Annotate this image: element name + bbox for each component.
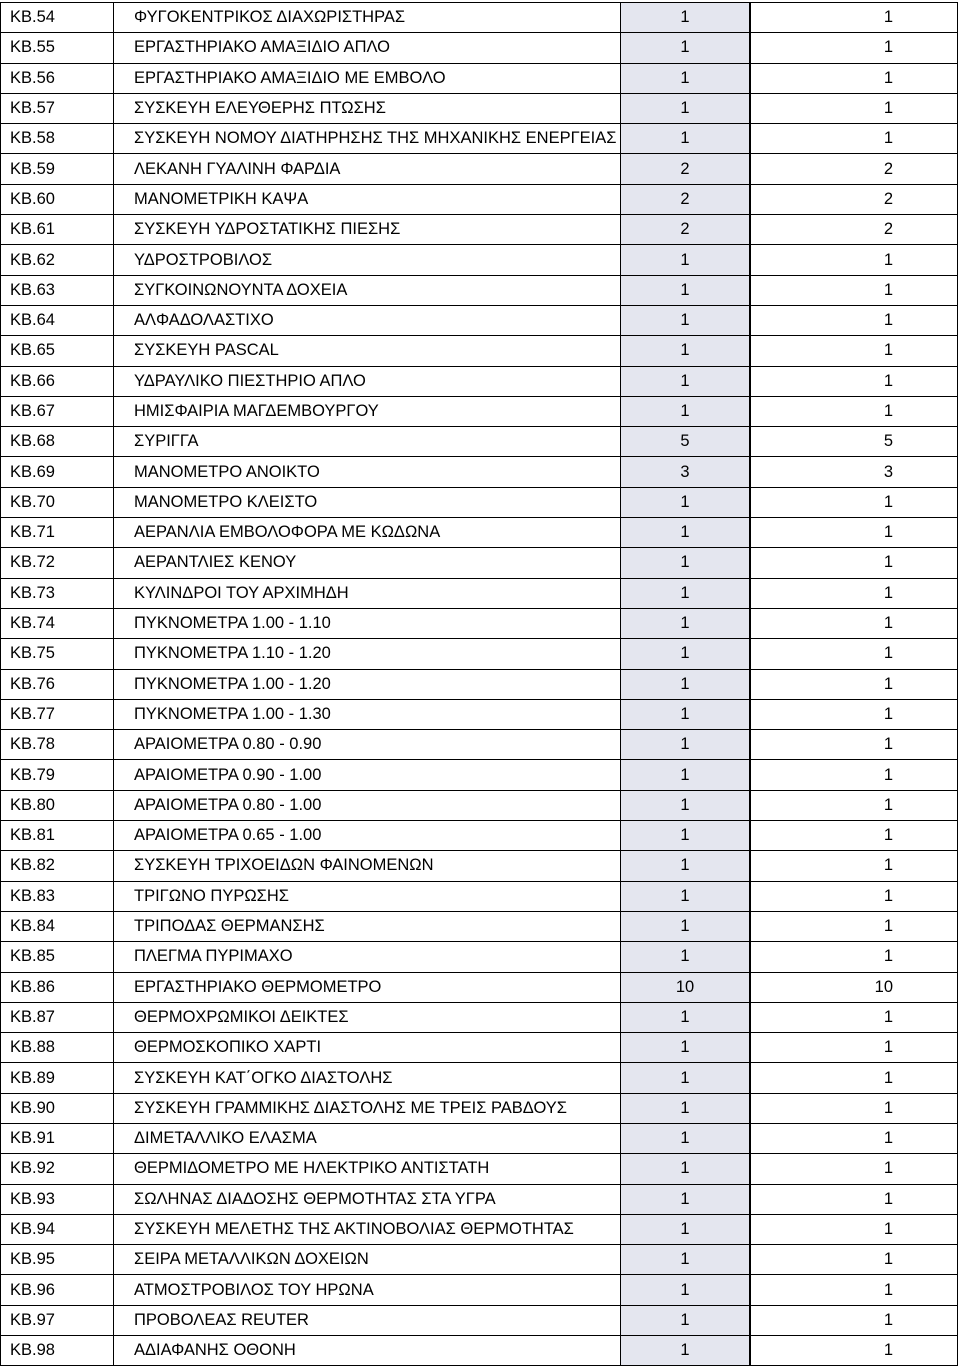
- table-row: [1, 730, 958, 760]
- inventory-table: [0, 2, 958, 1366]
- table-row: [1, 184, 958, 214]
- quantity-b-cell: 1: [750, 1123, 958, 1153]
- quantity-b-cell: 1: [750, 305, 958, 335]
- quantity-a-cell: 1: [621, 942, 751, 972]
- item-name-cell: ΦΥΓΟΚΕΝΤΡΙΚΟΣ ΔΙΑΧΩΡΙΣΤΗΡΑΣ: [114, 3, 621, 33]
- quantity-b-cell: 1: [750, 124, 958, 154]
- quantity-b-cell: 1: [750, 760, 958, 790]
- item-name-cell: ΔΙΜΕΤΑΛΛΙΚΟ ΕΛΑΣΜΑ: [114, 1123, 621, 1153]
- item-name-cell: ΠΥΚΝΟΜΕΤΡΑ 1.00 - 1.30: [114, 699, 621, 729]
- item-name-cell: ΑΕΡΑΝΤΛΙΕΣ ΚΕΝΟΥ: [114, 548, 621, 578]
- item-code-cell: ΚΒ.78: [1, 730, 114, 760]
- item-code-cell: ΚΒ.93: [1, 1184, 114, 1214]
- item-name-cell: ΑΔΙΑΦΑΝΗΣ ΟΘΟΝΗ: [114, 1336, 621, 1366]
- table-row: [1, 1184, 958, 1214]
- table-row: [1, 1033, 958, 1063]
- quantity-b-cell: 1: [750, 366, 958, 396]
- quantity-a-cell: 1: [621, 699, 751, 729]
- item-name-cell: ΑΛΦΑΔΟΛΑΣΤΙΧΟ: [114, 305, 621, 335]
- quantity-b-cell: 1: [750, 63, 958, 93]
- table-row: [1, 851, 958, 881]
- item-name-cell: ΕΡΓΑΣΤΗΡΙΑΚΟ ΑΜΑΞΙΔΙΟ ΜΕ ΕΜΒΟΛΟ: [114, 63, 621, 93]
- item-name-cell: ΥΔΡΟΣΤΡΟΒΙΛΟΣ: [114, 245, 621, 275]
- table-row: [1, 487, 958, 517]
- quantity-b-cell: 10: [750, 972, 958, 1002]
- table-row: [1, 427, 958, 457]
- item-code-cell: ΚΒ.67: [1, 396, 114, 426]
- table-body: [1, 3, 958, 1366]
- item-name-cell: ΣΥΓΚΟΙΝΩΝΟΥΝΤΑ ΔΟΧΕΙΑ: [114, 275, 621, 305]
- table-row: [1, 1336, 958, 1366]
- table-row: [1, 942, 958, 972]
- table-row: [1, 972, 958, 1002]
- item-code-cell: ΚΒ.88: [1, 1033, 114, 1063]
- item-code-cell: ΚΒ.81: [1, 821, 114, 851]
- item-code-cell: ΚΒ.92: [1, 1154, 114, 1184]
- table-row: [1, 790, 958, 820]
- quantity-a-cell: 1: [621, 1093, 751, 1123]
- quantity-a-cell: 1: [621, 608, 751, 638]
- item-name-cell: ΠΥΚΝΟΜΕΤΡΑ 1.00 - 1.20: [114, 669, 621, 699]
- quantity-a-cell: 1: [621, 881, 751, 911]
- quantity-b-cell: 1: [750, 730, 958, 760]
- quantity-a-cell: 1: [621, 1336, 751, 1366]
- quantity-a-cell: 1: [621, 1245, 751, 1275]
- item-name-cell: ΣΥΣΚΕΥΗ ΜΕΛΕΤΗΣ ΤΗΣ ΑΚΤΙΝΟΒΟΛΙΑΣ ΘΕΡΜΟΤΗΤΑΣ: [114, 1214, 621, 1244]
- item-code-cell: ΚΒ.55: [1, 33, 114, 63]
- item-code-cell: ΚΒ.80: [1, 790, 114, 820]
- item-name-cell: ΣΥΡΙΓΓΑ: [114, 427, 621, 457]
- quantity-a-cell: 1: [621, 911, 751, 941]
- item-name-cell: ΣΥΣΚΕΥΗ ΕΛΕΥΘΕΡΗΣ ΠΤΩΣΗΣ: [114, 93, 621, 123]
- quantity-a-cell: 1: [621, 1275, 751, 1305]
- quantity-a-cell: 1: [621, 821, 751, 851]
- item-code-cell: ΚΒ.57: [1, 93, 114, 123]
- quantity-b-cell: 1: [750, 3, 958, 33]
- quantity-b-cell: 1: [750, 1033, 958, 1063]
- quantity-a-cell: 1: [621, 730, 751, 760]
- quantity-a-cell: 1: [621, 1123, 751, 1153]
- quantity-a-cell: 1: [621, 124, 751, 154]
- item-name-cell: ΣΥΣΚΕΥΗ ΝΟΜΟΥ ΔΙΑΤΗΡΗΣΗΣ ΤΗΣ ΜΗΧΑΝΙΚΗΣ ΕΝΕΡΓΕΙΑΣ: [114, 124, 621, 154]
- item-name-cell: ΣΥΣΚΕΥΗ ΓΡΑΜΜΙΚΗΣ ΔΙΑΣΤΟΛΗΣ ΜΕ ΤΡΕΙΣ ΡΑΒΔΟΥΣ: [114, 1093, 621, 1123]
- table-row: [1, 154, 958, 184]
- quantity-b-cell: 1: [750, 93, 958, 123]
- item-name-cell: ΣΥΣΚΕΥΗ ΤΡΙΧΟΕΙΔΩΝ ΦΑΙΝΟΜΕΝΩΝ: [114, 851, 621, 881]
- item-name-cell: ΕΡΓΑΣΤΗΡΙΑΚΟ ΘΕΡΜΟΜΕΤΡΟ: [114, 972, 621, 1002]
- table-row: [1, 1063, 958, 1093]
- quantity-b-cell: 1: [750, 608, 958, 638]
- item-code-cell: ΚΒ.54: [1, 3, 114, 33]
- quantity-a-cell: 1: [621, 366, 751, 396]
- quantity-a-cell: 1: [621, 1002, 751, 1032]
- item-code-cell: ΚΒ.61: [1, 215, 114, 245]
- item-code-cell: ΚΒ.91: [1, 1123, 114, 1153]
- item-code-cell: ΚΒ.95: [1, 1245, 114, 1275]
- item-code-cell: ΚΒ.69: [1, 457, 114, 487]
- table-row: [1, 1305, 958, 1335]
- item-code-cell: ΚΒ.79: [1, 760, 114, 790]
- item-name-cell: ΘΕΡΜΟΣΚΟΠΙΚΟ ΧΑΡΤΙ: [114, 1033, 621, 1063]
- item-code-cell: ΚΒ.60: [1, 184, 114, 214]
- item-code-cell: ΚΒ.74: [1, 608, 114, 638]
- quantity-a-cell: 1: [621, 639, 751, 669]
- item-code-cell: ΚΒ.94: [1, 1214, 114, 1244]
- table-row: [1, 881, 958, 911]
- quantity-b-cell: 1: [750, 33, 958, 63]
- quantity-b-cell: 1: [750, 1002, 958, 1032]
- table-row: [1, 215, 958, 245]
- table-row: [1, 1245, 958, 1275]
- quantity-a-cell: 1: [621, 1063, 751, 1093]
- quantity-a-cell: 3: [621, 457, 751, 487]
- quantity-b-cell: 1: [750, 1214, 958, 1244]
- item-code-cell: ΚΒ.96: [1, 1275, 114, 1305]
- quantity-b-cell: 1: [750, 336, 958, 366]
- quantity-b-cell: 5: [750, 427, 958, 457]
- quantity-a-cell: 1: [621, 275, 751, 305]
- quantity-a-cell: 10: [621, 972, 751, 1002]
- quantity-b-cell: 1: [750, 639, 958, 669]
- quantity-a-cell: 1: [621, 487, 751, 517]
- table-row: [1, 245, 958, 275]
- table-row: [1, 821, 958, 851]
- quantity-b-cell: 2: [750, 215, 958, 245]
- quantity-a-cell: 5: [621, 427, 751, 457]
- quantity-b-cell: 1: [750, 396, 958, 426]
- item-name-cell: ΕΡΓΑΣΤΗΡΙΑΚΟ ΑΜΑΞΙΔΙΟ ΑΠΛΟ: [114, 33, 621, 63]
- item-name-cell: ΑΡΑΙΟΜΕΤΡΑ 0.90 - 1.00: [114, 760, 621, 790]
- item-name-cell: ΑΤΜΟΣΤΡΟΒΙΛΟΣ ΤΟΥ ΗΡΩΝΑ: [114, 1275, 621, 1305]
- quantity-b-cell: 1: [750, 1063, 958, 1093]
- quantity-a-cell: 1: [621, 396, 751, 426]
- item-code-cell: ΚΒ.84: [1, 911, 114, 941]
- item-name-cell: ΠΥΚΝΟΜΕΤΡΑ 1.00 - 1.10: [114, 608, 621, 638]
- quantity-a-cell: 1: [621, 33, 751, 63]
- table-row: [1, 1214, 958, 1244]
- item-code-cell: ΚΒ.70: [1, 487, 114, 517]
- item-name-cell: ΗΜΙΣΦΑΙΡΙΑ ΜΑΓΔΕΜΒΟΥΡΓΟΥ: [114, 396, 621, 426]
- table-row: [1, 396, 958, 426]
- quantity-a-cell: 1: [621, 760, 751, 790]
- item-name-cell: ΣΥΣΚΕΥΗ ΚΑΤ΄ΟΓΚΟ ΔΙΑΣΤΟΛΗΣ: [114, 1063, 621, 1093]
- quantity-a-cell: 1: [621, 305, 751, 335]
- table-row: [1, 336, 958, 366]
- item-code-cell: ΚΒ.86: [1, 972, 114, 1002]
- item-code-cell: ΚΒ.87: [1, 1002, 114, 1032]
- item-name-cell: ΠΥΚΝΟΜΕΤΡΑ 1.10 - 1.20: [114, 639, 621, 669]
- table-row: [1, 639, 958, 669]
- table-row: [1, 275, 958, 305]
- quantity-b-cell: 1: [750, 1275, 958, 1305]
- quantity-b-cell: 3: [750, 457, 958, 487]
- quantity-b-cell: 1: [750, 1184, 958, 1214]
- item-code-cell: ΚΒ.90: [1, 1093, 114, 1123]
- item-name-cell: ΛΕΚΑΝΗ ΓΥΑΛΙΝΗ ΦΑΡΔΙΑ: [114, 154, 621, 184]
- item-code-cell: ΚΒ.72: [1, 548, 114, 578]
- quantity-a-cell: 1: [621, 245, 751, 275]
- item-code-cell: ΚΒ.56: [1, 63, 114, 93]
- quantity-a-cell: 2: [621, 184, 751, 214]
- quantity-a-cell: 1: [621, 548, 751, 578]
- item-name-cell: ΠΛΕΓΜΑ ΠΥΡΙΜΑΧΟ: [114, 942, 621, 972]
- quantity-a-cell: 2: [621, 154, 751, 184]
- item-code-cell: ΚΒ.63: [1, 275, 114, 305]
- item-code-cell: ΚΒ.68: [1, 427, 114, 457]
- quantity-a-cell: 1: [621, 63, 751, 93]
- quantity-b-cell: 1: [750, 669, 958, 699]
- item-code-cell: ΚΒ.76: [1, 669, 114, 699]
- table-row: [1, 1275, 958, 1305]
- item-code-cell: ΚΒ.77: [1, 699, 114, 729]
- table-row: [1, 1093, 958, 1123]
- quantity-b-cell: 1: [750, 1093, 958, 1123]
- quantity-a-cell: 1: [621, 1033, 751, 1063]
- quantity-b-cell: 1: [750, 1305, 958, 1335]
- item-name-cell: ΣΥΣΚΕΥΗ ΥΔΡΟΣΤΑΤΙΚΗΣ ΠΙΕΣΗΣ: [114, 215, 621, 245]
- table-row: [1, 699, 958, 729]
- table-row: [1, 33, 958, 63]
- quantity-a-cell: 1: [621, 93, 751, 123]
- item-name-cell: ΣΕΙΡΑ ΜΕΤΑΛΛΙΚΩΝ ΔΟΧΕΙΩΝ: [114, 1245, 621, 1275]
- item-code-cell: ΚΒ.85: [1, 942, 114, 972]
- quantity-b-cell: 1: [750, 851, 958, 881]
- quantity-b-cell: 1: [750, 821, 958, 851]
- quantity-b-cell: 1: [750, 1336, 958, 1366]
- quantity-b-cell: 1: [750, 790, 958, 820]
- quantity-b-cell: 1: [750, 578, 958, 608]
- table-row: [1, 305, 958, 335]
- quantity-a-cell: 1: [621, 851, 751, 881]
- item-name-cell: ΑΡΑΙΟΜΕΤΡΑ 0.80 - 1.00: [114, 790, 621, 820]
- item-name-cell: ΘΕΡΜΙΔΟΜΕΤΡΟ ΜΕ ΗΛΕΚΤΡΙΚΟ ΑΝΤΙΣΤΑΤΗ: [114, 1154, 621, 1184]
- quantity-a-cell: 1: [621, 578, 751, 608]
- quantity-a-cell: 1: [621, 1184, 751, 1214]
- quantity-b-cell: 1: [750, 1245, 958, 1275]
- quantity-a-cell: 1: [621, 1305, 751, 1335]
- quantity-a-cell: 1: [621, 1214, 751, 1244]
- table-row: [1, 760, 958, 790]
- table-row: [1, 63, 958, 93]
- item-code-cell: ΚΒ.89: [1, 1063, 114, 1093]
- item-name-cell: ΑΡΑΙΟΜΕΤΡΑ 0.65 - 1.00: [114, 821, 621, 851]
- quantity-a-cell: 1: [621, 518, 751, 548]
- table-row: [1, 911, 958, 941]
- item-code-cell: ΚΒ.65: [1, 336, 114, 366]
- quantity-b-cell: 1: [750, 245, 958, 275]
- item-code-cell: ΚΒ.97: [1, 1305, 114, 1335]
- table-row: [1, 1002, 958, 1032]
- quantity-b-cell: 1: [750, 275, 958, 305]
- item-name-cell: ΜΑΝΟΜΕΤΡΟ ΑΝΟΙΚΤΟ: [114, 457, 621, 487]
- quantity-b-cell: 1: [750, 881, 958, 911]
- item-code-cell: ΚΒ.59: [1, 154, 114, 184]
- item-code-cell: ΚΒ.75: [1, 639, 114, 669]
- quantity-b-cell: 2: [750, 184, 958, 214]
- item-name-cell: ΣΩΛΗΝΑΣ ΔΙΑΔΟΣΗΣ ΘΕΡΜΟΤΗΤΑΣ ΣΤΑ ΥΓΡΑ: [114, 1184, 621, 1214]
- item-code-cell: ΚΒ.71: [1, 518, 114, 548]
- table-row: [1, 608, 958, 638]
- table-row: [1, 457, 958, 487]
- item-code-cell: ΚΒ.82: [1, 851, 114, 881]
- table-row: [1, 669, 958, 699]
- item-name-cell: ΠΡΟΒΟΛΕΑΣ REUTER: [114, 1305, 621, 1335]
- table-row: [1, 366, 958, 396]
- quantity-b-cell: 1: [750, 487, 958, 517]
- item-name-cell: ΜΑΝΟΜΕΤΡΟ ΚΛΕΙΣΤΟ: [114, 487, 621, 517]
- item-name-cell: ΤΡΙΠΟΔΑΣ ΘΕΡΜΑΝΣΗΣ: [114, 911, 621, 941]
- quantity-a-cell: 1: [621, 3, 751, 33]
- quantity-a-cell: 1: [621, 669, 751, 699]
- item-code-cell: ΚΒ.73: [1, 578, 114, 608]
- item-code-cell: ΚΒ.98: [1, 1336, 114, 1366]
- item-name-cell: ΑΡΑΙΟΜΕΤΡΑ 0.80 - 0.90: [114, 730, 621, 760]
- table-row: [1, 518, 958, 548]
- item-name-cell: ΚΥΛΙΝΔΡΟΙ ΤΟΥ ΑΡΧΙΜΗΔΗ: [114, 578, 621, 608]
- quantity-b-cell: 1: [750, 911, 958, 941]
- table-row: [1, 578, 958, 608]
- quantity-b-cell: 1: [750, 699, 958, 729]
- item-code-cell: ΚΒ.62: [1, 245, 114, 275]
- quantity-b-cell: 1: [750, 518, 958, 548]
- table-row: [1, 1123, 958, 1153]
- quantity-a-cell: 1: [621, 1154, 751, 1184]
- quantity-b-cell: 1: [750, 942, 958, 972]
- quantity-a-cell: 2: [621, 215, 751, 245]
- quantity-a-cell: 1: [621, 336, 751, 366]
- table-row: [1, 1154, 958, 1184]
- item-name-cell: ΑΕΡΑΝΛΙΑ ΕΜΒΟΛΟΦΟΡΑ ΜΕ ΚΩΔΩΝΑ: [114, 518, 621, 548]
- item-code-cell: ΚΒ.58: [1, 124, 114, 154]
- quantity-b-cell: 1: [750, 1154, 958, 1184]
- table-row: [1, 3, 958, 33]
- table-row: [1, 548, 958, 578]
- item-code-cell: ΚΒ.64: [1, 305, 114, 335]
- quantity-a-cell: 1: [621, 790, 751, 820]
- table-row: [1, 124, 958, 154]
- quantity-b-cell: 2: [750, 154, 958, 184]
- item-code-cell: ΚΒ.83: [1, 881, 114, 911]
- item-name-cell: ΤΡΙΓΩΝΟ ΠΥΡΩΣΗΣ: [114, 881, 621, 911]
- item-name-cell: ΘΕΡΜΟΧΡΩΜΙΚΟΙ ΔΕΙΚΤΕΣ: [114, 1002, 621, 1032]
- item-name-cell: ΜΑΝΟΜΕΤΡΙΚΗ ΚΑΨΑ: [114, 184, 621, 214]
- item-name-cell: ΣΥΣΚΕΥΗ PASCAL: [114, 336, 621, 366]
- item-name-cell: ΥΔΡΑΥΛΙΚΟ ΠΙΕΣΤΗΡΙΟ ΑΠΛΟ: [114, 366, 621, 396]
- quantity-b-cell: 1: [750, 548, 958, 578]
- item-code-cell: ΚΒ.66: [1, 366, 114, 396]
- table-row: [1, 93, 958, 123]
